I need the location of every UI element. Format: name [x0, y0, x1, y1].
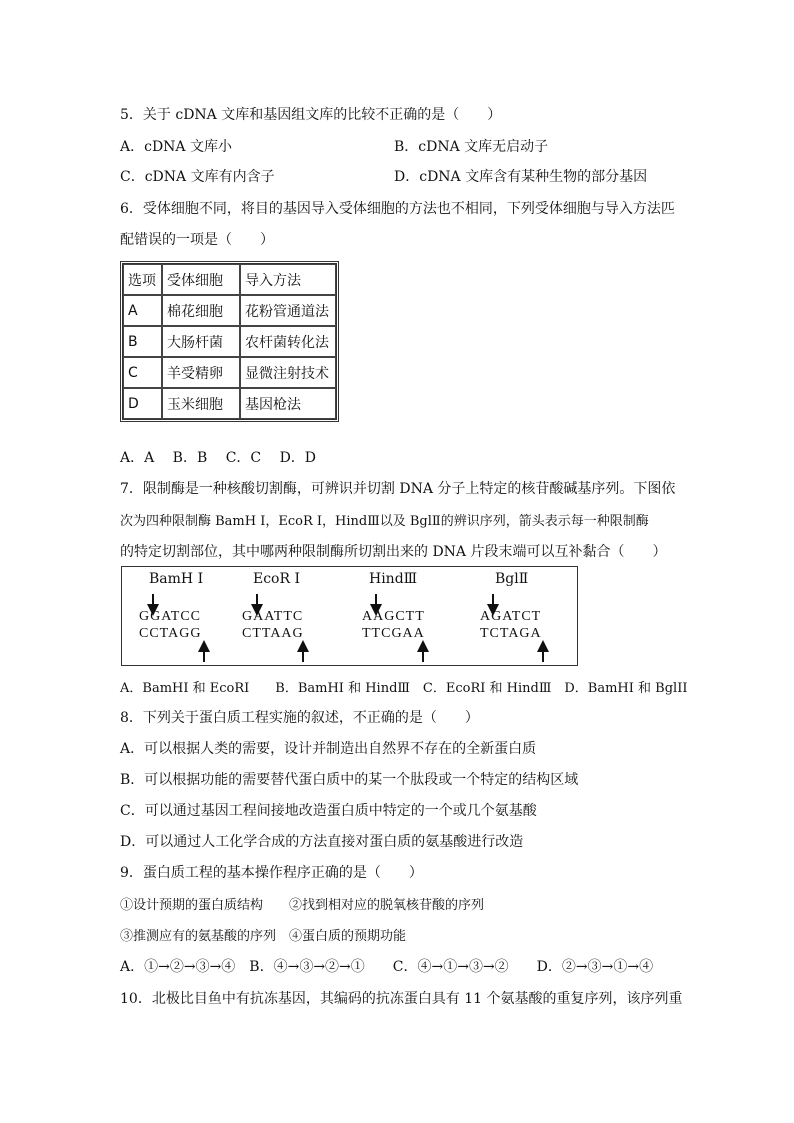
q7-stem-line1: 7．限制酶是一种核酸切割酶，可辨识并切割 DNA 分子上特定的核苷酸碱基序列。下图依 — [120, 481, 676, 497]
enzyme-name-bamhi: BamH Ⅰ — [149, 571, 204, 587]
table-cell: 玉米细胞 — [162, 388, 240, 419]
table-row — [123, 295, 336, 326]
q7-stem-line3: 的特定切割部位，其中哪两种限制酶所切割出来的 DNA 片段末端可以互补黏合（ ） — [120, 544, 667, 560]
q5-option-a: A．cDNA 文库小 — [120, 139, 232, 155]
q6-stem-line2: 配错误的一项是（ ） — [120, 232, 274, 248]
q9-item-line1: ①设计预期的蛋白质结构 ②找到相对应的脱氧核苷酸的序列 — [120, 898, 485, 913]
table-header-cell: 选项 — [123, 264, 162, 295]
q10-stem-line1: 10．北极比目鱼中有抗冻基因，其编码的抗冻蛋白具有 11 个氨基酸的重复序列，该序列重 — [120, 991, 683, 1007]
enzyme-seq-bottom-hindiii: TTCGAA — [362, 626, 425, 641]
table-cell: 基因枪法 — [240, 388, 336, 419]
q8-option-a: A．可以根据人类的需要，设计并制造出自然界不存在的全新蛋白质 — [120, 741, 537, 757]
table-header-cell: 导入方法 — [240, 264, 336, 295]
q8-option-b: B．可以根据功能的需要替代蛋白质中的某一个肽段或一个特定的结构区域 — [120, 772, 579, 788]
table-row — [123, 357, 336, 388]
table-cell: C — [123, 357, 162, 388]
restriction-enzyme-figure — [121, 566, 578, 666]
enzyme-seq-top-bamhi: GGATCC — [139, 609, 202, 624]
table-cell: 大肠杆菌 — [162, 326, 240, 357]
enzyme-seq-top-bglii: AGATCT — [480, 609, 542, 624]
q8-stem: 8．下列关于蛋白质工程实施的叙述，不正确的是（ ） — [120, 710, 479, 726]
cut-arrows — [122, 567, 577, 665]
enzyme-seq-top-ecori: GAATTC — [242, 609, 304, 624]
enzyme-name-bglii: BglⅡ — [495, 571, 529, 587]
table-header-row — [123, 264, 336, 295]
table-cell: 农杆菌转化法 — [240, 326, 336, 357]
q9-stem: 9．蛋白质工程的基本操作程序正确的是（ ） — [120, 865, 423, 881]
table-cell: 显微注射技术 — [240, 357, 336, 388]
enzyme-seq-bottom-ecori: CTTAAG — [242, 626, 304, 641]
q7-stem-line2: 次为四种限制酶 BamH Ⅰ，EcoR Ⅰ，HindⅢ以及 BglⅡ的辨识序列，箭头表示每一种限制酶 — [120, 514, 649, 529]
enzyme-seq-bottom-bamhi: CCTAGG — [139, 626, 202, 641]
q5-option-b: B．cDNA 文库无启动子 — [394, 139, 549, 155]
table-cell: 棉花细胞 — [162, 295, 240, 326]
table-row — [123, 326, 336, 357]
table-cell: D — [123, 388, 162, 419]
q8-option-c: C．可以通过基因工程间接地改造蛋白质中特定的一个或几个氨基酸 — [120, 803, 537, 819]
table-cell: 羊受精卵 — [162, 357, 240, 388]
table-header-cell: 受体细胞 — [162, 264, 240, 295]
table-cell: A — [123, 295, 162, 326]
q5-stem: 5．关于 cDNA 文库和基因组文库的比较不正确的是（ ） — [120, 107, 502, 123]
q7-options: A．BamHI 和 EcoRI B．BamHI 和 HindⅢ C．EcoRI 和 HindⅢ D．BamHI 和 BglII — [120, 681, 688, 696]
q6-table — [120, 261, 339, 422]
q9-item-line2: ③推测应有的氨基酸的序列 ④蛋白质的预期功能 — [120, 929, 407, 944]
q5-option-c: C．cDNA 文库有内含子 — [120, 169, 275, 185]
enzyme-name-ecori: EcoR Ⅰ — [253, 571, 301, 587]
enzyme-seq-bottom-bglii: TCTAGA — [480, 626, 542, 641]
enzyme-name-hindiii: HindⅢ — [369, 571, 418, 587]
q8-option-d: D．可以通过人工化学合成的方法直接对蛋白质的氨基酸进行改造 — [120, 834, 524, 850]
q6-options: A．A B．B C．C D．D — [120, 450, 317, 466]
table-cell: 花粉管通道法 — [240, 295, 336, 326]
q6-stem-line1: 6．受体细胞不同，将目的基因导入受体细胞的方法也不相同，下列受体细胞与导入方法匹 — [120, 201, 675, 217]
q9-options: A．①→②→③→④ B．④→③→②→① C．④→①→③→② D．②→③→①→④ — [120, 959, 654, 975]
q5-option-d: D．cDNA 文库含有某种生物的部分基因 — [394, 169, 648, 185]
table-cell: B — [123, 326, 162, 357]
table-row — [123, 388, 336, 419]
enzyme-seq-top-hindiii: AAGCTT — [362, 609, 425, 624]
